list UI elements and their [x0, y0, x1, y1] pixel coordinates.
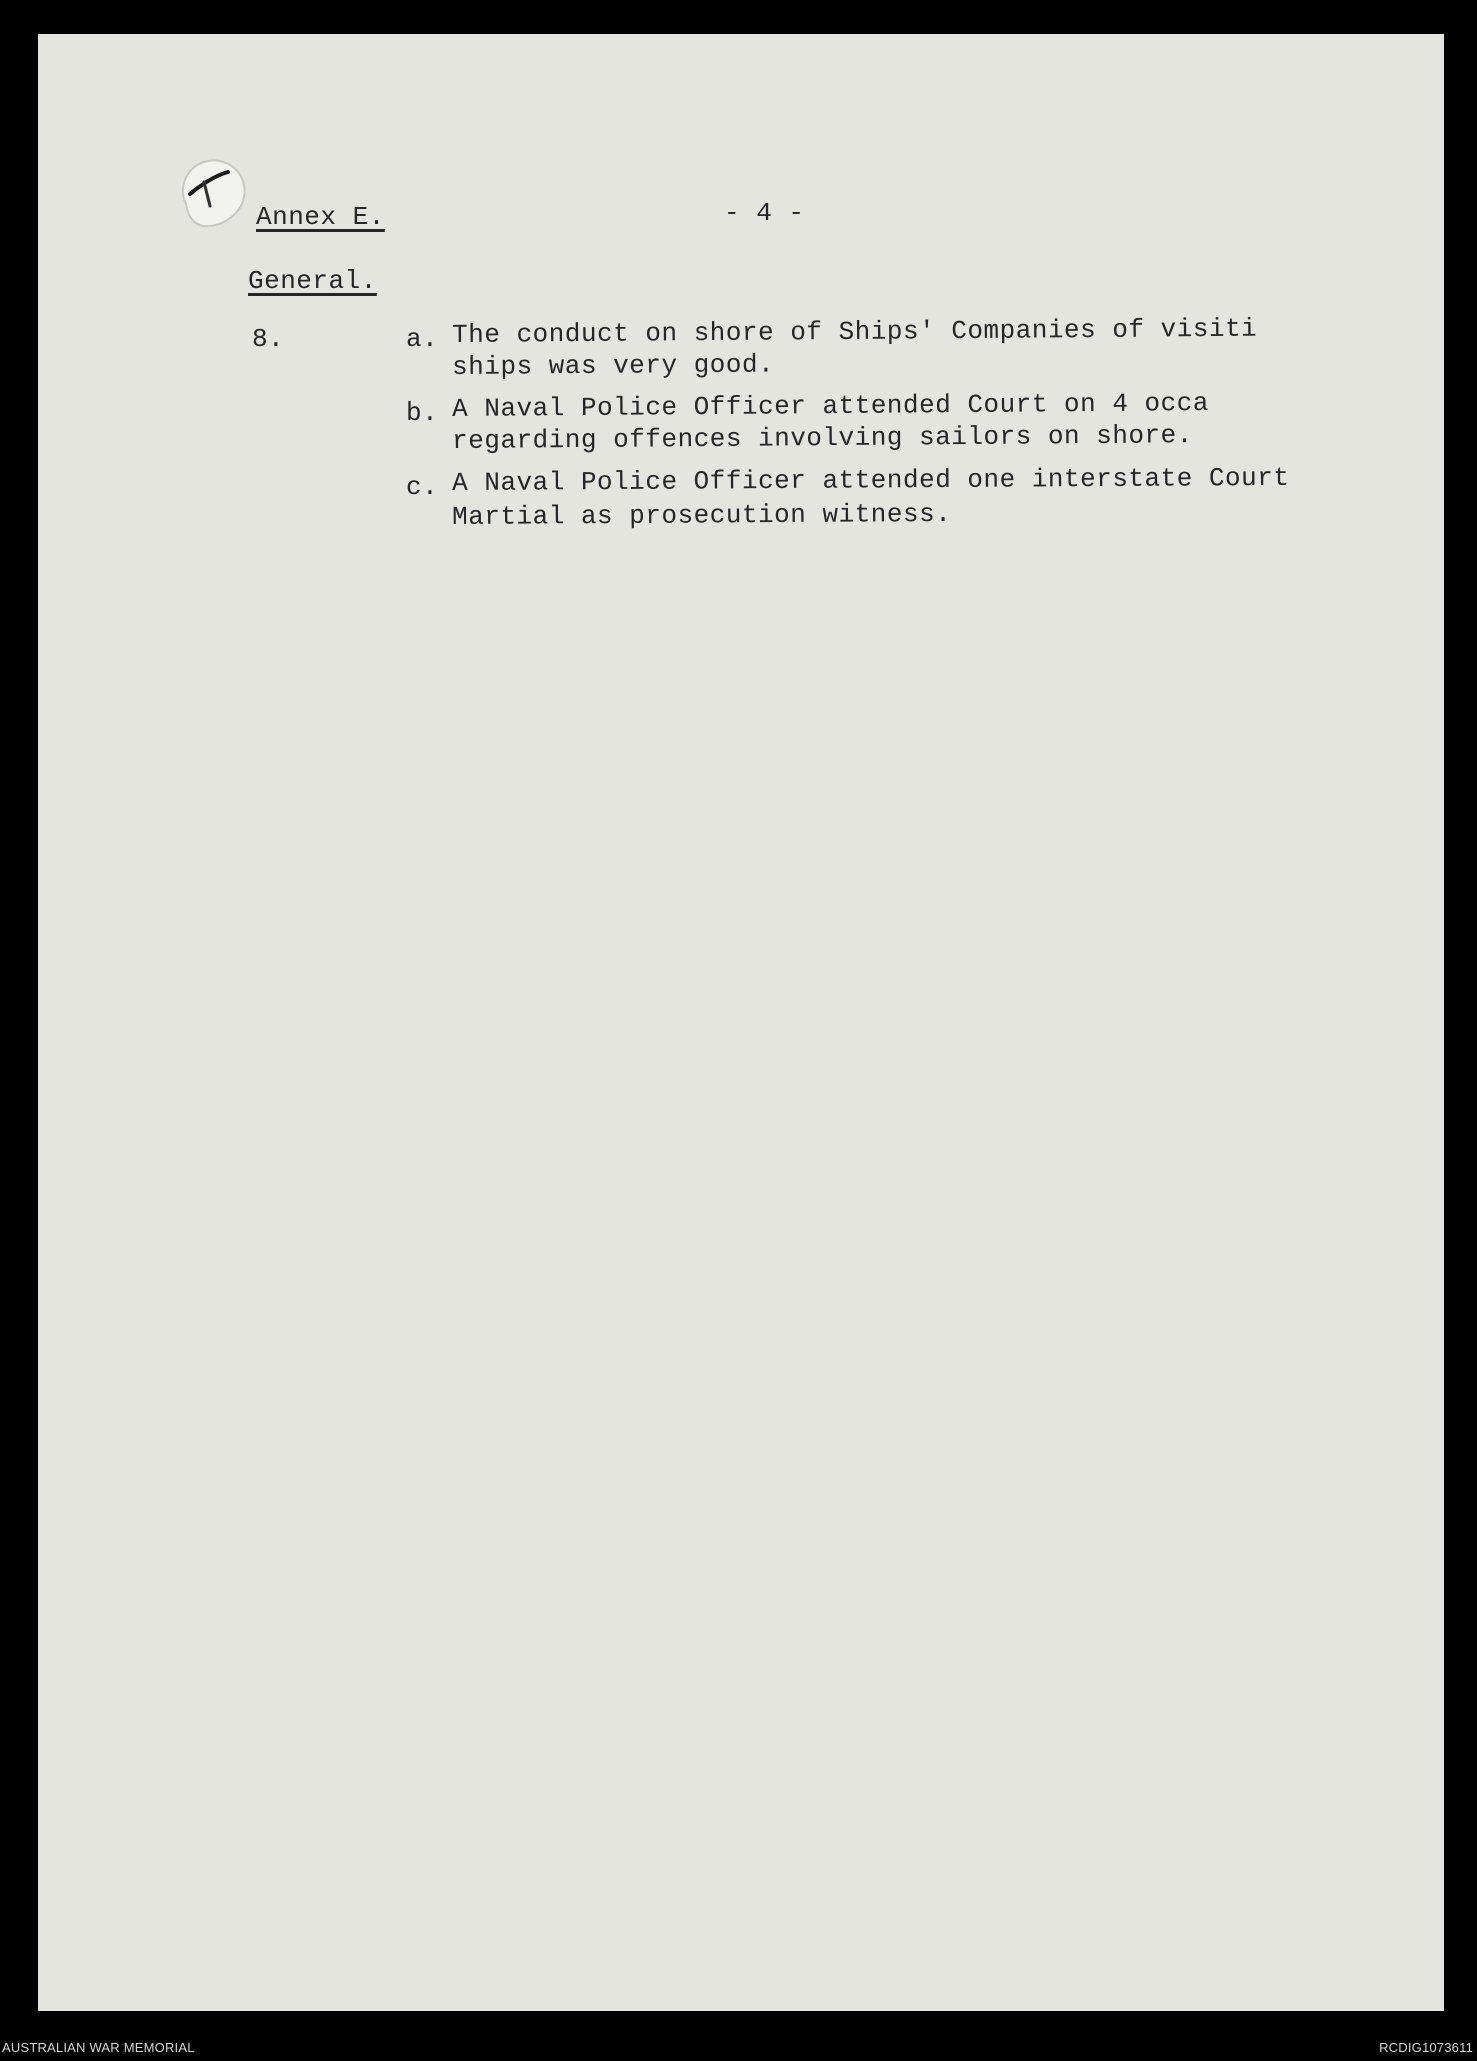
footer-record-id: RCDIG1073611	[1379, 2040, 1473, 2055]
paragraph-number: 8.	[252, 324, 285, 354]
item-b-line2: regarding offences involving sailors on shore.	[452, 420, 1193, 456]
item-a-marker: a.	[406, 324, 439, 354]
page-number: - 4 -	[724, 198, 805, 228]
item-b-marker: b.	[406, 398, 439, 428]
item-a-line2: ships was very good.	[452, 349, 775, 382]
item-c-marker: c.	[406, 472, 439, 502]
document-page	[38, 34, 1444, 2011]
section-title: General.	[248, 266, 377, 296]
item-a-line1: The conduct on shore of Ships' Companies of visiti	[452, 313, 1258, 350]
annex-heading: Annex E.	[256, 202, 385, 232]
item-c-line1: A Naval Police Officer attended one interstate Court	[452, 462, 1290, 498]
item-b-line1: A Naval Police Officer attended Court on 4 occa	[452, 388, 1210, 424]
staple-mark-icon	[156, 146, 256, 238]
footer-archive-name: AUSTRALIAN WAR MEMORIAL	[2, 2040, 195, 2055]
item-c-line2: Martial as prosecution witness.	[452, 498, 952, 532]
